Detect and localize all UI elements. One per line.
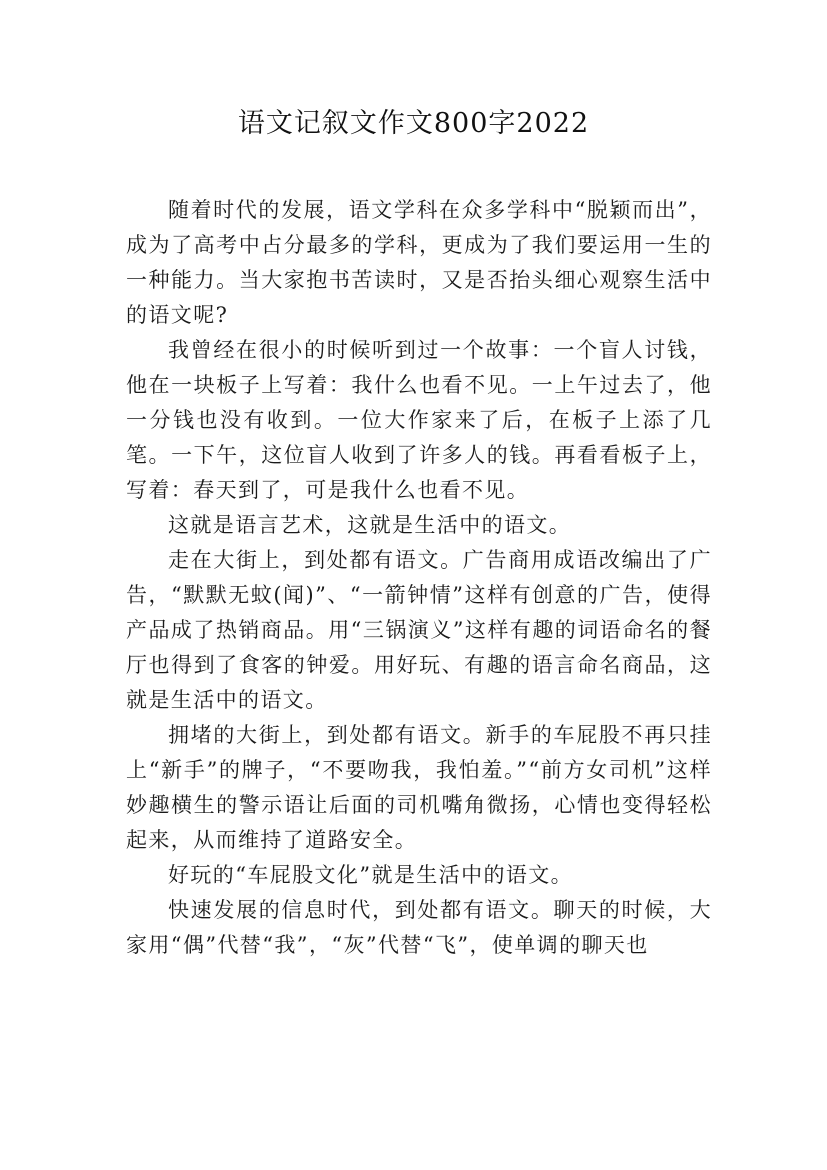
document-title: 语文记叙文作文800字2022	[237, 108, 590, 139]
paragraph: 这就是语言艺术，这就是生活中的语文。	[168, 513, 572, 537]
paragraph: 我曾经在很小的时候听到过一个故事：一个盲人讨钱，他在一块板子上写着：我什么也看不见。一上午过去了，他一分钱也没有收到。一位大作家来了后，在板子上添了几笔。一下午，这位盲人收到了许多人的钱。再看看板子上，写着：春天到了，可是我什么也看不见。	[126, 338, 712, 502]
paragraph: 走在大街上，到处都有语文。广告商用成语改编出了广告，“默默无蚊(闻)”、“一箭钟情”这样有创意的广告，使得产品成了热销商品。用“三锅演义”这样有趣的词语命名的餐厅也得到了食客的钟爱。用好玩、有趣的语言命名商品，这就是生活中的语文。	[126, 548, 712, 712]
paragraph: 好玩的“车屁股文化”就是生活中的语文。	[168, 863, 574, 887]
paragraph: 随着时代的发展，语文学科在众多学科中“脱颖而出”，成为了高考中占分最多的学科，更成为了我们要运用一生的一种能力。当大家抱书苦读时，又是否抬头细心观察生活中的语文呢?	[126, 198, 712, 327]
paragraph: 快速发展的信息时代，到处都有语文。聊天的时候，大家用“偶”代替“我”，“灰”代替“飞”，使单调的聊天也	[126, 898, 712, 957]
document-body	[126, 193, 712, 963]
paragraph: 拥堵的大街上，到处都有语文。新手的车屁股不再只挂上“新手”的牌子，“不要吻我，我怕羞。”“前方女司机”这样妙趣横生的警示语让后面的司机嘴角微扬，心情也变得轻松起来，从而维持了道路安全。	[126, 723, 712, 852]
